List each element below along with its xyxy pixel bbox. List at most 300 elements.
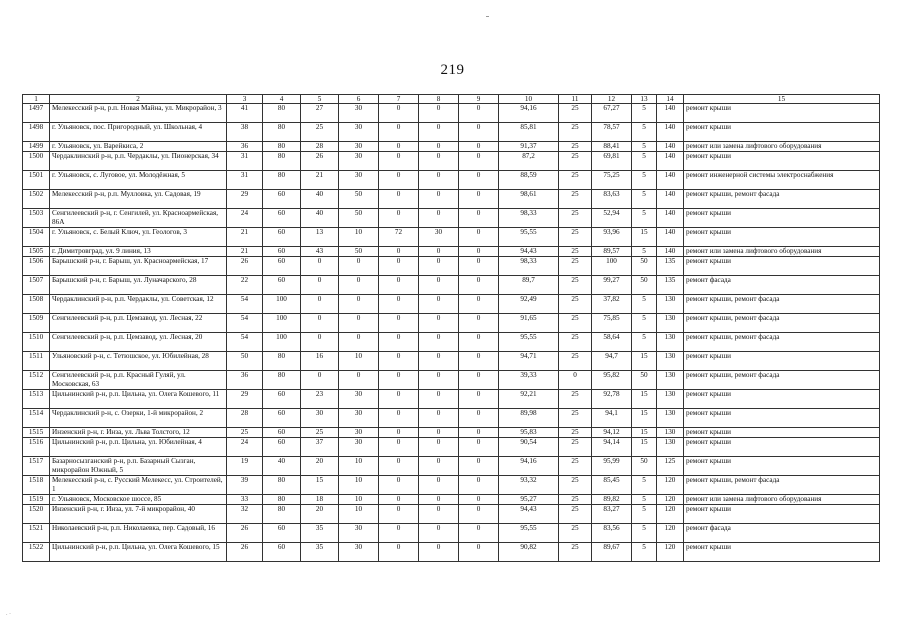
cell-col-9: 0: [459, 190, 499, 209]
cell-col-5: 23: [301, 390, 339, 409]
cell-col-11: 25: [559, 171, 592, 190]
cell-col-8: 0: [419, 314, 459, 333]
cell-address: Сенгилеевский р-н, р.п. Цемзавод, ул. Лесная, 20: [50, 333, 227, 352]
cell-row-number: 1502: [23, 190, 50, 209]
cell-col-11: 25: [559, 333, 592, 352]
cell-col-7: 0: [379, 123, 419, 142]
cell-col-4: 60: [263, 438, 301, 457]
column-number: 13: [632, 95, 657, 104]
cell-col-14: 135: [657, 257, 684, 276]
column-number: 5: [301, 95, 339, 104]
cell-col-13: 5: [632, 247, 657, 257]
cell-col-8: 0: [419, 276, 459, 295]
cell-col-11: 25: [559, 409, 592, 428]
cell-col-12: 94,7: [592, 352, 632, 371]
table-row: [23, 142, 880, 152]
cell-col-12: 83,56: [592, 524, 632, 543]
cell-col-6: 30: [339, 524, 379, 543]
cell-col-6: 30: [339, 142, 379, 152]
cell-col-3: 36: [227, 142, 263, 152]
cell-col-11: 25: [559, 543, 592, 562]
cell-col-8: 0: [419, 104, 459, 123]
cell-col-3: 32: [227, 505, 263, 524]
cell-address: Цильнинский р-н, р.п. Цильна, ул. Юбилейная, 4: [50, 438, 227, 457]
cell-col-12: 83,27: [592, 505, 632, 524]
cell-col-3: 26: [227, 524, 263, 543]
cell-col-4: 60: [263, 257, 301, 276]
table-row: [23, 295, 880, 314]
cell-col-13: 5: [632, 314, 657, 333]
cell-row-number: 1506: [23, 257, 50, 276]
cell-col-4: 80: [263, 371, 301, 390]
cell-col-3: 21: [227, 228, 263, 247]
cell-col-13: 5: [632, 333, 657, 352]
cell-row-number: 1508: [23, 295, 50, 314]
cell-col-11: 25: [559, 314, 592, 333]
cell-col-9: 0: [459, 209, 499, 228]
cell-col-3: 21: [227, 247, 263, 257]
cell-col-7: 0: [379, 209, 419, 228]
cell-col-10: 85,81: [499, 123, 559, 142]
table-row: [23, 123, 880, 142]
cell-col-7: 0: [379, 333, 419, 352]
cell-col-13: 50: [632, 276, 657, 295]
cell-col-8: 0: [419, 333, 459, 352]
cell-col-12: 78,57: [592, 123, 632, 142]
cell-row-number: 1504: [23, 228, 50, 247]
cell-col-8: 0: [419, 123, 459, 142]
cell-col-5: 35: [301, 524, 339, 543]
cell-col-11: 25: [559, 247, 592, 257]
cell-col-11: 25: [559, 505, 592, 524]
cell-address: Сенгилеевский р-н, г. Сенгилей, ул. Красноармейская, 86А: [50, 209, 227, 228]
cell-row-number: 1519: [23, 495, 50, 505]
cell-col-5: 35: [301, 543, 339, 562]
cell-col-10: 39,33: [499, 371, 559, 390]
table-row: [23, 428, 880, 438]
cell-col-14: 140: [657, 104, 684, 123]
cell-col-5: 26: [301, 152, 339, 171]
cell-col-7: 0: [379, 428, 419, 438]
cell-address: Цильнинский р-н, р.п. Цильна, ул. Олега Кошевого, 11: [50, 390, 227, 409]
cell-col-9: 0: [459, 276, 499, 295]
cell-col-9: 0: [459, 314, 499, 333]
cell-col-3: 54: [227, 314, 263, 333]
column-number: 12: [592, 95, 632, 104]
cell-col-6: 10: [339, 352, 379, 371]
cell-address: г. Ульяновск, пос. Пригородный, ул. Школьная, 4: [50, 123, 227, 142]
table-row: [23, 409, 880, 428]
cell-col-8: 0: [419, 142, 459, 152]
cell-work-type: ремонт или замена лифтового оборудования: [684, 495, 880, 505]
cell-col-8: 0: [419, 457, 459, 476]
cell-col-14: 120: [657, 476, 684, 495]
cell-col-4: 60: [263, 247, 301, 257]
cell-col-4: 100: [263, 314, 301, 333]
cell-col-6: 0: [339, 257, 379, 276]
cell-col-8: 0: [419, 209, 459, 228]
cell-col-5: 0: [301, 276, 339, 295]
table-row: [23, 543, 880, 562]
table-row: [23, 314, 880, 333]
cell-col-11: 25: [559, 428, 592, 438]
cell-work-type: ремонт крыши: [684, 409, 880, 428]
cell-col-7: 0: [379, 295, 419, 314]
cell-col-3: 31: [227, 171, 263, 190]
cell-col-5: 27: [301, 104, 339, 123]
cell-col-7: 0: [379, 495, 419, 505]
cell-col-4: 80: [263, 171, 301, 190]
cell-col-9: 0: [459, 104, 499, 123]
cell-col-12: 89,57: [592, 247, 632, 257]
cell-col-14: 130: [657, 314, 684, 333]
cell-col-8: 0: [419, 438, 459, 457]
cell-col-12: 83,63: [592, 190, 632, 209]
cell-col-3: 29: [227, 390, 263, 409]
cell-col-8: 0: [419, 257, 459, 276]
cell-col-14: 140: [657, 247, 684, 257]
cell-col-3: 24: [227, 438, 263, 457]
cell-col-3: 39: [227, 476, 263, 495]
cell-col-14: 130: [657, 295, 684, 314]
cell-col-13: 5: [632, 505, 657, 524]
cell-col-5: 0: [301, 257, 339, 276]
cell-col-8: 0: [419, 543, 459, 562]
cell-col-5: 20: [301, 505, 339, 524]
cell-col-4: 80: [263, 104, 301, 123]
cell-work-type: ремонт крыши: [684, 104, 880, 123]
cell-row-number: 1509: [23, 314, 50, 333]
cell-col-4: 100: [263, 295, 301, 314]
cell-col-3: 28: [227, 409, 263, 428]
cell-col-13: 5: [632, 104, 657, 123]
page-number: 219: [440, 62, 465, 78]
cell-col-13: 5: [632, 476, 657, 495]
cell-col-7: 72: [379, 228, 419, 247]
cell-col-4: 60: [263, 190, 301, 209]
cell-row-number: 1507: [23, 276, 50, 295]
cell-col-6: 50: [339, 247, 379, 257]
cell-col-14: 130: [657, 352, 684, 371]
cell-col-6: 30: [339, 152, 379, 171]
cell-row-number: 1501: [23, 171, 50, 190]
cell-col-9: 0: [459, 228, 499, 247]
cell-col-10: 95,55: [499, 228, 559, 247]
cell-col-8: 0: [419, 409, 459, 428]
cell-row-number: 1514: [23, 409, 50, 428]
cell-col-10: 95,55: [499, 524, 559, 543]
cell-col-7: 0: [379, 438, 419, 457]
cell-address: Базарносызганский р-н, р.п. Базарный Сызган, микрорайон Южный, 5: [50, 457, 227, 476]
cell-address: Сенгилеевский р-н, р.п. Цемзавод, ул. Лесная, 22: [50, 314, 227, 333]
cell-col-9: 0: [459, 333, 499, 352]
cell-col-9: 0: [459, 390, 499, 409]
cell-col-10: 95,27: [499, 495, 559, 505]
cell-address: Мелекесский р-н, р.п. Новая Майна, ул. Микрорайон, 3: [50, 104, 227, 123]
cell-col-5: 0: [301, 314, 339, 333]
cell-work-type: ремонт крыши: [684, 123, 880, 142]
cell-address: г. Ульяновск, Московское шоссе, 85: [50, 495, 227, 505]
cell-col-13: 15: [632, 438, 657, 457]
cell-col-12: 95,82: [592, 371, 632, 390]
cell-col-12: 100: [592, 257, 632, 276]
cell-col-12: 89,67: [592, 543, 632, 562]
table-row: [23, 228, 880, 247]
cell-col-5: 30: [301, 409, 339, 428]
table-row: [23, 209, 880, 228]
column-number-row: [23, 95, 880, 104]
cell-col-5: 16: [301, 352, 339, 371]
cell-col-10: 91,37: [499, 142, 559, 152]
cell-col-5: 25: [301, 428, 339, 438]
cell-col-8: 0: [419, 295, 459, 314]
cell-work-type: ремонт крыши: [684, 543, 880, 562]
table-row: [23, 333, 880, 352]
cell-address: Чердаклинский р-н, с. Озерки, 1-й микрорайон, 2: [50, 409, 227, 428]
cell-col-6: 30: [339, 123, 379, 142]
cell-col-12: 52,94: [592, 209, 632, 228]
cell-col-7: 0: [379, 505, 419, 524]
cell-col-13: 5: [632, 123, 657, 142]
column-number: 7: [379, 95, 419, 104]
table-row: [23, 524, 880, 543]
cell-col-5: 43: [301, 247, 339, 257]
cell-row-number: 1510: [23, 333, 50, 352]
cell-col-4: 100: [263, 333, 301, 352]
cell-col-3: 19: [227, 457, 263, 476]
cell-col-13: 15: [632, 409, 657, 428]
cell-row-number: 1515: [23, 428, 50, 438]
cell-work-type: ремонт крыши, ремонт фасада: [684, 371, 880, 390]
cell-address: Чердаклинский р-н, р.п. Чердаклы, ул. Пионерская, 34: [50, 152, 227, 171]
cell-col-3: 54: [227, 295, 263, 314]
cell-col-13: 15: [632, 390, 657, 409]
cell-col-14: 135: [657, 276, 684, 295]
cell-col-3: 26: [227, 257, 263, 276]
column-number: 4: [263, 95, 301, 104]
cell-col-6: 10: [339, 228, 379, 247]
cell-col-4: 80: [263, 495, 301, 505]
cell-col-11: 25: [559, 257, 592, 276]
cell-col-9: 0: [459, 123, 499, 142]
cell-address: г. Димитровград, ул. 9 линия, 13: [50, 247, 227, 257]
register-table: [22, 94, 880, 562]
column-number: 11: [559, 95, 592, 104]
scan-mark: · ·: [5, 611, 13, 619]
table-row: [23, 390, 880, 409]
cell-work-type: ремонт крыши, ремонт фасада: [684, 476, 880, 495]
cell-col-12: 92,78: [592, 390, 632, 409]
cell-col-8: 0: [419, 390, 459, 409]
table-row: [23, 171, 880, 190]
cell-col-9: 0: [459, 409, 499, 428]
cell-col-10: 94,43: [499, 247, 559, 257]
cell-col-14: 130: [657, 333, 684, 352]
cell-work-type: ремонт или замена лифтового оборудования: [684, 142, 880, 152]
cell-row-number: 1513: [23, 390, 50, 409]
cell-col-5: 40: [301, 209, 339, 228]
cell-col-13: 50: [632, 457, 657, 476]
table-row: [23, 152, 880, 171]
cell-col-10: 90,82: [499, 543, 559, 562]
cell-work-type: ремонт инженерной системы электроснабжения: [684, 171, 880, 190]
cell-col-3: 26: [227, 543, 263, 562]
cell-address: г. Ульяновск, с. Луговое, ул. Молодёжная, 5: [50, 171, 227, 190]
cell-address: Чердаклинский р-н, р.п. Чердаклы, ул. Советская, 12: [50, 295, 227, 314]
cell-address: г. Ульяновск, ул. Варейкиса, 2: [50, 142, 227, 152]
cell-col-13: 5: [632, 524, 657, 543]
cell-col-8: 0: [419, 476, 459, 495]
cell-col-10: 90,54: [499, 438, 559, 457]
cell-col-4: 40: [263, 457, 301, 476]
cell-col-5: 20: [301, 457, 339, 476]
column-number: 10: [499, 95, 559, 104]
cell-work-type: ремонт крыши: [684, 352, 880, 371]
cell-row-number: 1517: [23, 457, 50, 476]
cell-row-number: 1518: [23, 476, 50, 495]
cell-col-7: 0: [379, 352, 419, 371]
cell-col-13: 5: [632, 295, 657, 314]
cell-col-3: 25: [227, 428, 263, 438]
cell-col-7: 0: [379, 371, 419, 390]
cell-col-12: 75,85: [592, 314, 632, 333]
cell-col-7: 0: [379, 247, 419, 257]
cell-col-8: 0: [419, 152, 459, 171]
cell-col-14: 130: [657, 438, 684, 457]
column-number: 15: [684, 95, 880, 104]
cell-col-6: 30: [339, 171, 379, 190]
cell-col-12: 95,99: [592, 457, 632, 476]
cell-work-type: ремонт крыши, ремонт фасада: [684, 333, 880, 352]
cell-col-14: 130: [657, 409, 684, 428]
cell-col-11: 25: [559, 190, 592, 209]
cell-col-8: 0: [419, 371, 459, 390]
cell-address: Барышский р-н, г. Барыш, ул. Луначарского, 28: [50, 276, 227, 295]
cell-col-14: 120: [657, 495, 684, 505]
cell-col-14: 130: [657, 371, 684, 390]
cell-col-9: 0: [459, 152, 499, 171]
cell-col-4: 60: [263, 543, 301, 562]
cell-col-6: 30: [339, 428, 379, 438]
cell-col-13: 15: [632, 428, 657, 438]
cell-col-10: 95,55: [499, 333, 559, 352]
cell-col-3: 38: [227, 123, 263, 142]
cell-work-type: ремонт крыши, ремонт фасада: [684, 190, 880, 209]
cell-col-10: 91,65: [499, 314, 559, 333]
cell-row-number: 1516: [23, 438, 50, 457]
cell-address: Инзенский р-н, г. Инза, ул. Льва Толстого, 12: [50, 428, 227, 438]
cell-col-3: 24: [227, 209, 263, 228]
cell-col-14: 140: [657, 209, 684, 228]
cell-col-4: 80: [263, 152, 301, 171]
cell-col-11: 25: [559, 123, 592, 142]
cell-col-11: 25: [559, 352, 592, 371]
cell-col-4: 60: [263, 524, 301, 543]
cell-row-number: 1522: [23, 543, 50, 562]
cell-work-type: ремонт фасада: [684, 276, 880, 295]
cell-col-11: 25: [559, 142, 592, 152]
table-row: [23, 104, 880, 123]
cell-col-11: 25: [559, 295, 592, 314]
cell-col-12: 85,45: [592, 476, 632, 495]
cell-col-9: 0: [459, 257, 499, 276]
cell-col-13: 5: [632, 190, 657, 209]
cell-col-9: 0: [459, 142, 499, 152]
cell-col-11: 25: [559, 152, 592, 171]
cell-col-3: 22: [227, 276, 263, 295]
cell-col-14: 140: [657, 228, 684, 247]
cell-col-10: 89,7: [499, 276, 559, 295]
cell-col-14: 140: [657, 171, 684, 190]
cell-col-10: 98,33: [499, 257, 559, 276]
cell-row-number: 1497: [23, 104, 50, 123]
cell-work-type: ремонт крыши: [684, 152, 880, 171]
cell-col-6: 0: [339, 295, 379, 314]
cell-col-3: 54: [227, 333, 263, 352]
cell-address: Мелекесский р-н, р.п. Мулловка, ул. Садовая, 19: [50, 190, 227, 209]
cell-col-7: 0: [379, 257, 419, 276]
cell-address: Инзенский р-н, г. Инза, ул. 7-й микрорайон, 40: [50, 505, 227, 524]
cell-address: Николаевский р-н, р.п. Николаевка, пер. Садовый, 16: [50, 524, 227, 543]
cell-col-12: 99,27: [592, 276, 632, 295]
cell-address: Цильнинский р-н, р.п. Цильна, ул. Олега Кошевого, 15: [50, 543, 227, 562]
cell-col-9: 0: [459, 371, 499, 390]
cell-col-9: 0: [459, 171, 499, 190]
table-row: [23, 257, 880, 276]
cell-col-3: 41: [227, 104, 263, 123]
cell-col-10: 98,61: [499, 190, 559, 209]
cell-col-7: 0: [379, 142, 419, 152]
table-row: [23, 476, 880, 495]
column-number: 14: [657, 95, 684, 104]
cell-col-11: 25: [559, 209, 592, 228]
cell-col-13: 5: [632, 495, 657, 505]
cell-col-9: 0: [459, 476, 499, 495]
cell-col-8: 0: [419, 428, 459, 438]
cell-col-11: 25: [559, 438, 592, 457]
cell-col-10: 89,98: [499, 409, 559, 428]
cell-col-3: 33: [227, 495, 263, 505]
cell-col-10: 94,16: [499, 104, 559, 123]
cell-col-12: 89,82: [592, 495, 632, 505]
cell-col-10: 98,33: [499, 209, 559, 228]
cell-col-14: 130: [657, 428, 684, 438]
cell-col-11: 25: [559, 476, 592, 495]
cell-col-8: 30: [419, 228, 459, 247]
cell-col-7: 0: [379, 314, 419, 333]
cell-col-4: 80: [263, 476, 301, 495]
cell-col-13: 15: [632, 228, 657, 247]
cell-col-12: 88,41: [592, 142, 632, 152]
cell-col-11: 25: [559, 457, 592, 476]
cell-col-8: 0: [419, 505, 459, 524]
cell-col-5: 37: [301, 438, 339, 457]
cell-col-5: 18: [301, 495, 339, 505]
cell-col-11: 25: [559, 276, 592, 295]
cell-address: Барышский р-н, г. Барыш, ул. Красноармейская, 17: [50, 257, 227, 276]
cell-row-number: 1500: [23, 152, 50, 171]
cell-col-13: 5: [632, 152, 657, 171]
cell-col-6: 10: [339, 505, 379, 524]
table-row: [23, 457, 880, 476]
cell-col-13: 50: [632, 371, 657, 390]
cell-col-13: 5: [632, 171, 657, 190]
cell-col-10: 92,21: [499, 390, 559, 409]
cell-row-number: 1521: [23, 524, 50, 543]
column-number: 8: [419, 95, 459, 104]
table-row: [23, 247, 880, 257]
table-row: [23, 438, 880, 457]
